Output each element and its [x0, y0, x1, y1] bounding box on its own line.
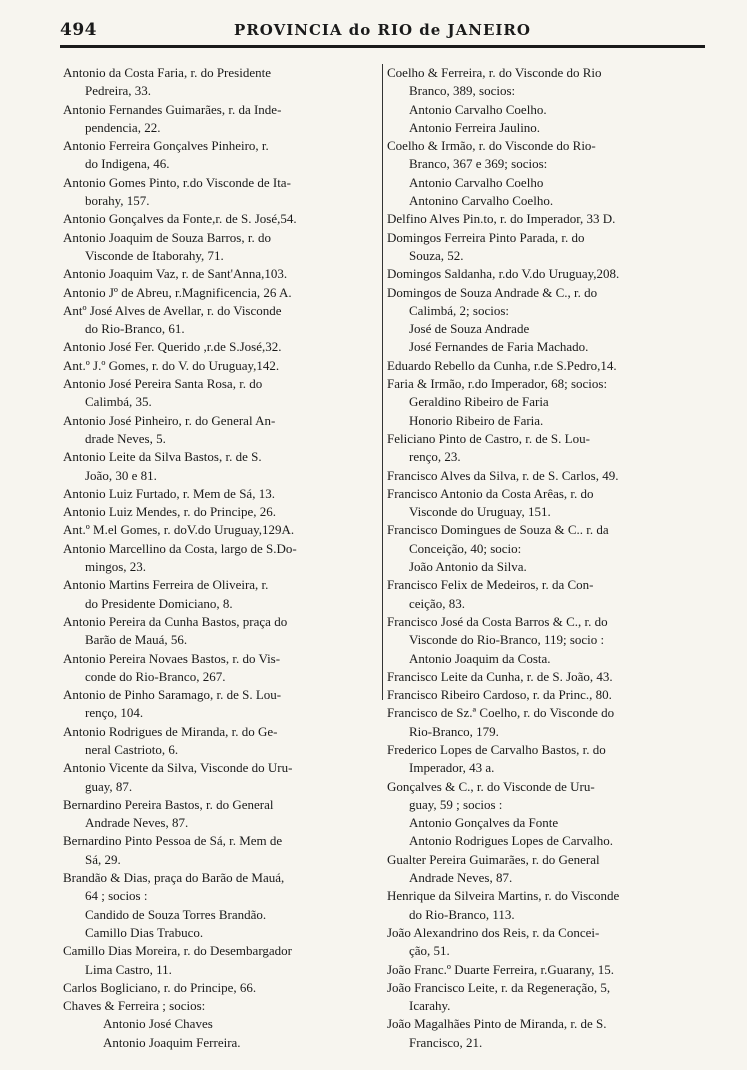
directory-line: Francisco Felix de Medeiros, r. da Con- [387, 577, 594, 593]
directory-line: Conceição, 40; socio: [409, 540, 522, 556]
directory-line: Visconde do Rio-Branco, 119; socio : [409, 632, 605, 648]
directory-line: Antonio Jº de Abreu, r.Magnificencia, 26 A. [63, 284, 292, 300]
directory-line: Antonio Joaquim Vaz, r. de Sant'Anna,103. [63, 266, 288, 282]
directory-line: do Rio-Branco, 113. [409, 906, 515, 922]
directory-line: Barão de Mauá, 56. [85, 632, 188, 648]
directory-line: Lima Castro, 11. [85, 961, 172, 977]
directory-line: Francisco Leite da Cunha, r. de S. João, 43. [387, 668, 613, 684]
directory-line: Antonino Carvalho Coelho. [409, 193, 554, 209]
directory-line: Francisco de Sz.ª Coelho, r. do Visconde do [387, 705, 615, 721]
directory-line: João Francisco Leite, r. da Regeneração, 5, [387, 979, 611, 995]
directory-line: Imperador, 43 a. [409, 760, 495, 776]
directory-line: Coelho & Irmão, r. do Visconde do Rio- [387, 138, 596, 154]
right-column [387, 64, 705, 1052]
directory-line: Candido de Souza Torres Brandão. [85, 906, 267, 922]
directory-line: Antonio Carvalho Coelho [409, 174, 544, 190]
directory-line: Camillo Dias Trabuco. [85, 924, 204, 940]
column-divider [382, 64, 383, 700]
directory-line: Icarahy. [409, 998, 451, 1014]
directory-line: Bernardino Pinto Pessoa de Sá, r. Mem de [63, 833, 283, 849]
directory-line: Francisco Domingues de Souza & C.. r. da [387, 522, 609, 538]
directory-line: Henrique da Silveira Martins, r. do Visconde [387, 888, 620, 904]
directory-line: Antonio José Pereira Santa Rosa, r. do [63, 376, 263, 392]
directory-line: Gualter Pereira Guimarães, r. do General [387, 851, 600, 867]
directory-line: Bernardino Pereira Bastos, r. do General [63, 796, 274, 812]
header-rule [60, 45, 705, 48]
directory-line: Antonio Ferreira Jaulino. [409, 119, 541, 135]
directory-columns [60, 64, 705, 1064]
directory-line: Antonio Luiz Mendes, r. do Principe, 26. [63, 504, 277, 520]
directory-line: Ant.º M.el Gomes, r. doV.do Uruguay,129A. [63, 522, 295, 538]
directory-line: Eduardo Rebello da Cunha, r.de S.Pedro,14. [387, 357, 617, 373]
directory-line: Frederico Lopes de Carvalho Bastos, r. do [387, 741, 606, 757]
directory-line: Francisco Alves da Silva, r. de S. Carlos, 49. [387, 467, 619, 483]
directory-line: Antonio Leite da Silva Bastos, r. de S. [63, 449, 262, 465]
directory-line: Antº José Alves de Avellar, r. do Visconde [63, 302, 282, 318]
directory-line: Delfino Alves Pin.to, r. do Imperador, 33 D. [387, 211, 616, 227]
directory-line: João, 30 e 81. [85, 467, 157, 483]
directory-line: Andrade Neves, 87. [85, 815, 189, 831]
page-header [60, 20, 705, 42]
directory-line: borahy, 157. [85, 193, 150, 209]
directory-line: João Franc.º Duarte Ferreira, r.Guarany, 15. [387, 961, 614, 977]
directory-line: Antonio José Pinheiro, r. do General An- [63, 412, 276, 428]
directory-line: Branco, 367 e 369; socios: [409, 156, 548, 172]
page-number: 494 [60, 20, 97, 40]
directory-line: Antonio Fernandes Guimarães, r. da Inde- [63, 101, 282, 117]
directory-line: Domingos Ferreira Pinto Parada, r. do [387, 229, 585, 245]
directory-line: Honorio Ribeiro de Faria. [409, 412, 544, 428]
directory-line: Antonio da Costa Faria, r. do Presidente [63, 65, 271, 80]
directory-line: Sá, 29. [85, 851, 121, 867]
directory-line: Ant.º J.º Gomes, r. do V. do Uruguay,142. [63, 357, 280, 373]
directory-line: Antonio de Pinho Saramago, r. de S. Lou- [63, 687, 282, 703]
directory-line: José de Souza Andrade [409, 321, 530, 337]
directory-line: renço, 23. [409, 449, 461, 465]
directory-line: Antonio Ferreira Gonçalves Pinheiro, r. [63, 138, 269, 154]
directory-line: drade Neves, 5. [85, 430, 166, 446]
directory-line: Antonio Rodrigues de Miranda, r. do Ge- [63, 723, 278, 739]
directory-line: José Fernandes de Faria Machado. [409, 339, 589, 355]
directory-line: do Indigena, 46. [85, 156, 170, 172]
directory-line: Visconde do Uruguay, 151. [409, 504, 551, 520]
directory-line: Antonio Luiz Furtado, r. Mem de Sá, 13. [63, 485, 275, 501]
directory-line: Domingos de Souza Andrade & C., r. do [387, 284, 598, 300]
directory-line: Francisco Antonio da Costa Arêas, r. do [387, 485, 594, 501]
directory-line: Antonio Carvalho Coelho. [409, 101, 547, 117]
directory-line: 64 ; socios : [85, 888, 148, 904]
directory-line: Coelho & Ferreira, r. do Visconde do Rio [387, 65, 602, 80]
directory-line: pendencia, 22. [85, 119, 161, 135]
directory-line: Antonio José Fer. Querido ,r.de S.José,32. [63, 339, 282, 355]
directory-line: Camillo Dias Moreira, r. do Desembargador [63, 943, 293, 959]
directory-line: Chaves & Ferreira ; socios: [63, 998, 206, 1014]
directory-line: conde do Rio-Branco, 267. [85, 668, 226, 684]
directory-line: mingos, 23. [85, 559, 147, 575]
directory-line: Antonio Pereira Novaes Bastos, r. do Vis- [63, 650, 281, 666]
directory-line: Francisco, 21. [409, 1034, 483, 1050]
directory-line: Antonio Marcellino da Costa, largo de S.Do- [63, 540, 297, 556]
directory-line: Souza, 52. [409, 247, 464, 263]
directory-line: Francisco José da Costa Barros & C., r. do [387, 613, 608, 629]
directory-line: Branco, 389, socios: [409, 83, 516, 99]
directory-line: Carlos Bogliciano, r. do Principe, 66. [63, 979, 257, 995]
page-title: PROVINCIA do RIO de JANEIRO [234, 21, 531, 39]
directory-line: Antonio Joaquim Ferreira. [103, 1034, 241, 1050]
directory-line: João Antonio da Silva. [409, 559, 527, 575]
directory-line: do Rio-Branco, 61. [85, 321, 185, 337]
directory-line: ção, 51. [409, 943, 450, 959]
directory-line: Antonio Joaquim da Costa. [409, 650, 551, 666]
directory-line: Gonçalves & C., r. do Visconde de Uru- [387, 778, 595, 794]
directory-line: ceição, 83. [409, 595, 465, 611]
directory-line: Francisco Ribeiro Cardoso, r. da Princ., 80. [387, 687, 612, 703]
directory-line: renço, 104. [85, 705, 144, 721]
directory-line: Visconde de Itaborahy, 71. [85, 247, 224, 263]
directory-line: Pedreira, 33. [85, 83, 152, 99]
directory-line: Antonio José Chaves [103, 1016, 213, 1032]
directory-line: Geraldino Ribeiro de Faria [409, 394, 549, 410]
directory-line: neral Castrioto, 6. [85, 741, 179, 757]
directory-line: Brandão & Dias, praça do Barão de Mauá, [63, 870, 285, 886]
directory-line: Feliciano Pinto de Castro, r. de S. Lou- [387, 430, 590, 446]
directory-line: Antonio Gomes Pinto, r.do Visconde de Ita- [63, 174, 291, 190]
directory-line: do Presidente Domiciano, 8. [85, 595, 233, 611]
directory-line: Calimbá, 2; socios: [409, 302, 510, 318]
directory-line: Antonio Martins Ferreira de Oliveira, r. [63, 577, 269, 593]
directory-line: João Magalhães Pinto de Miranda, r. de S. [387, 1016, 607, 1032]
directory-line: Faria & Irmão, r.do Imperador, 68; socios: [387, 376, 608, 392]
directory-line: Antonio Joaquim de Souza Barros, r. do [63, 229, 271, 245]
directory-line: Domingos Saldanha, r.do V.do Uruguay,208. [387, 266, 620, 282]
directory-line: guay, 59 ; socios : [409, 796, 503, 812]
directory-line: João Alexandrino dos Reis, r. da Concei- [387, 924, 600, 940]
directory-line: Calimbá, 35. [85, 394, 152, 410]
directory-line: Antonio Pereira da Cunha Bastos, praça do [63, 613, 288, 629]
directory-line: guay, 87. [85, 778, 133, 794]
directory-line: Antonio Rodrigues Lopes de Carvalho. [409, 833, 613, 849]
directory-line: Andrade Neves, 87. [409, 870, 513, 886]
directory-line: Antonio Vicente da Silva, Visconde do Uru- [63, 760, 293, 776]
directory-line: Antonio Gonçalves da Fonte,r. de S. José,54. [63, 211, 297, 227]
directory-line: Antonio Gonçalves da Fonte [409, 815, 559, 831]
directory-line: Rio-Branco, 179. [409, 723, 499, 739]
left-column [63, 64, 381, 1052]
